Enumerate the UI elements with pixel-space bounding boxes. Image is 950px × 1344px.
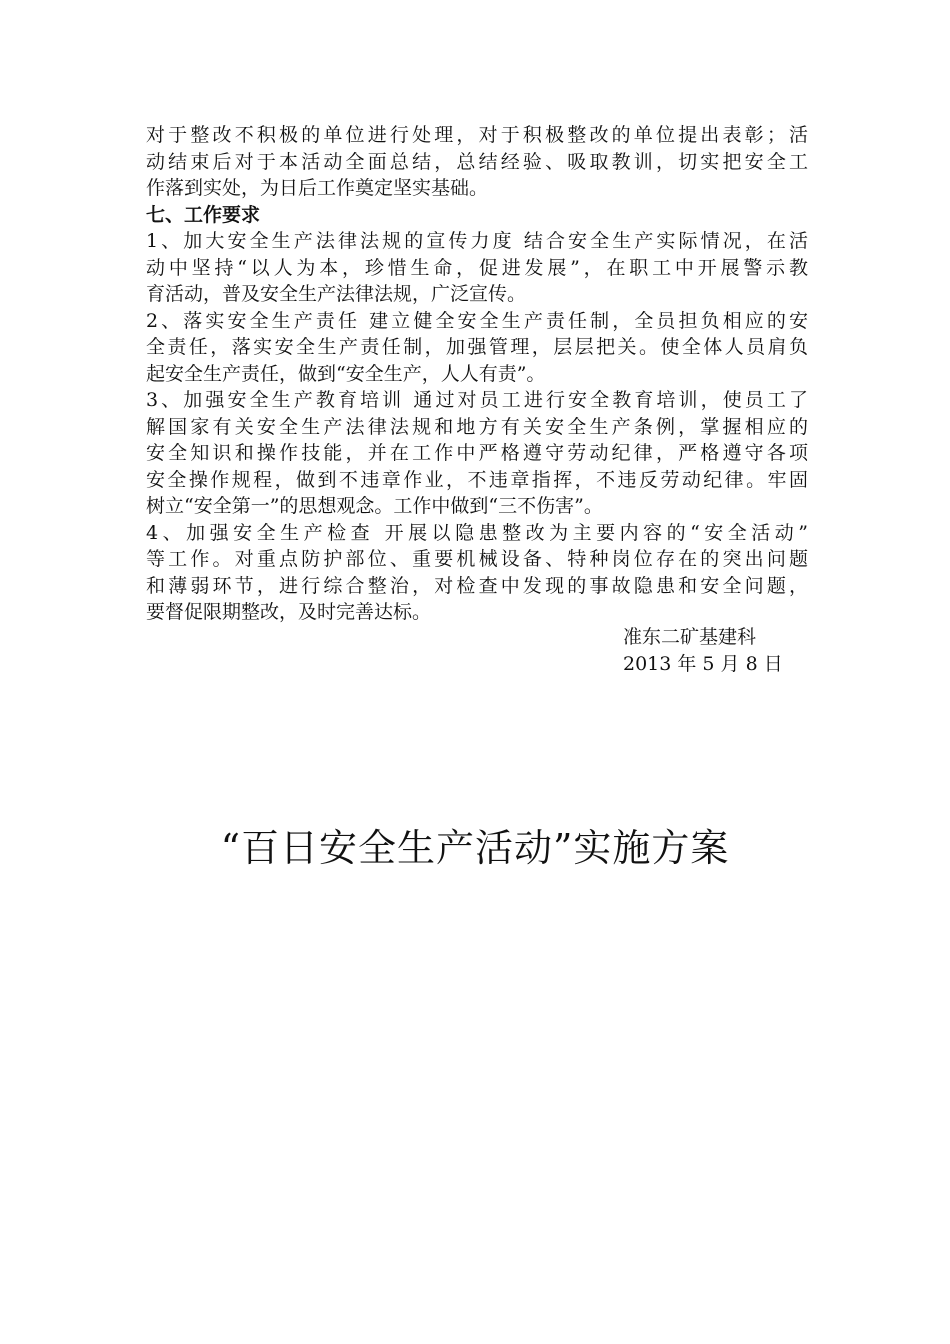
section-heading: 七、工作要求 (146, 203, 261, 226)
signature-organization: 准东二矿基建科 (623, 626, 757, 648)
paragraph-line: 对于整改不积极的单位进行处理，对于积极整改的单位提出表彰；活 (146, 124, 808, 146)
paragraph-line: 树立“安全第一”的思想观念。工作中做到“三不伤害”。 (146, 495, 603, 517)
paragraph-line: 等工作。对重点防护部位、重要机械设备、特种岗位存在的突出问题 (146, 548, 808, 570)
requirement-item-3 (146, 387, 808, 520)
paragraph-line: 作落到实处，为日后工作奠定坚实基础。 (146, 177, 489, 199)
signature-date: 2013 年 5 月 8 日 (623, 652, 783, 675)
paragraph-line: 和薄弱环节，进行综合整治，对检查中发现的事故隐患和安全问题， (146, 574, 808, 597)
paragraph-line: 动结束后对于本活动全面总结，总结经验、吸取教训，切实把安全工 (146, 150, 808, 173)
paragraph-line: 4、加强安全生产检查 开展以隐患整改为主要内容的“安全活动” (146, 521, 808, 544)
continuation-paragraph (146, 122, 808, 202)
requirement-item-1 (146, 228, 808, 308)
paragraph-line: 要督促限期整改，及时完善达标。 (146, 601, 432, 623)
next-document-title: “百日安全生产活动”实施方案 (220, 826, 730, 870)
signature-block (623, 624, 783, 677)
paragraph-line: 育活动，普及安全生产法律法规，广泛宣传。 (146, 283, 527, 305)
paragraph-line: 安全知识和操作技能，并在工作中严格遵守劳动纪律，严格遵守各项 (146, 442, 808, 464)
paragraph-line: 1、加大安全生产法律法规的宣传力度 结合安全生产实际情况，在活 (146, 230, 808, 252)
paragraph-line: 起安全生产责任，做到“安全生产，人人有责”。 (146, 362, 546, 385)
paragraph-line: 动中坚持“以人为本，珍惜生命，促进发展”，在职工中开展警示教 (146, 256, 808, 279)
requirement-item-2 (146, 308, 808, 388)
requirement-item-4 (146, 520, 808, 626)
paragraph-line: 2、落实安全生产责任 建立健全安全生产责任制，全员担负相应的安 (146, 309, 808, 332)
paragraph-line: 解国家有关安全生产法律法规和地方有关安全生产条例，掌握相应的 (146, 415, 808, 438)
document-body (146, 122, 808, 626)
paragraph-line: 全责任，落实安全生产责任制，加强管理，层层把关。使全体人员肩负 (146, 336, 808, 358)
paragraph-line: 3、加强安全生产教育培训 通过对员工进行安全教育培训，使员工了 (146, 389, 808, 411)
paragraph-line: 安全操作规程，做到不违章作业，不违章指挥，不违反劳动纪律。牢固 (146, 468, 808, 491)
